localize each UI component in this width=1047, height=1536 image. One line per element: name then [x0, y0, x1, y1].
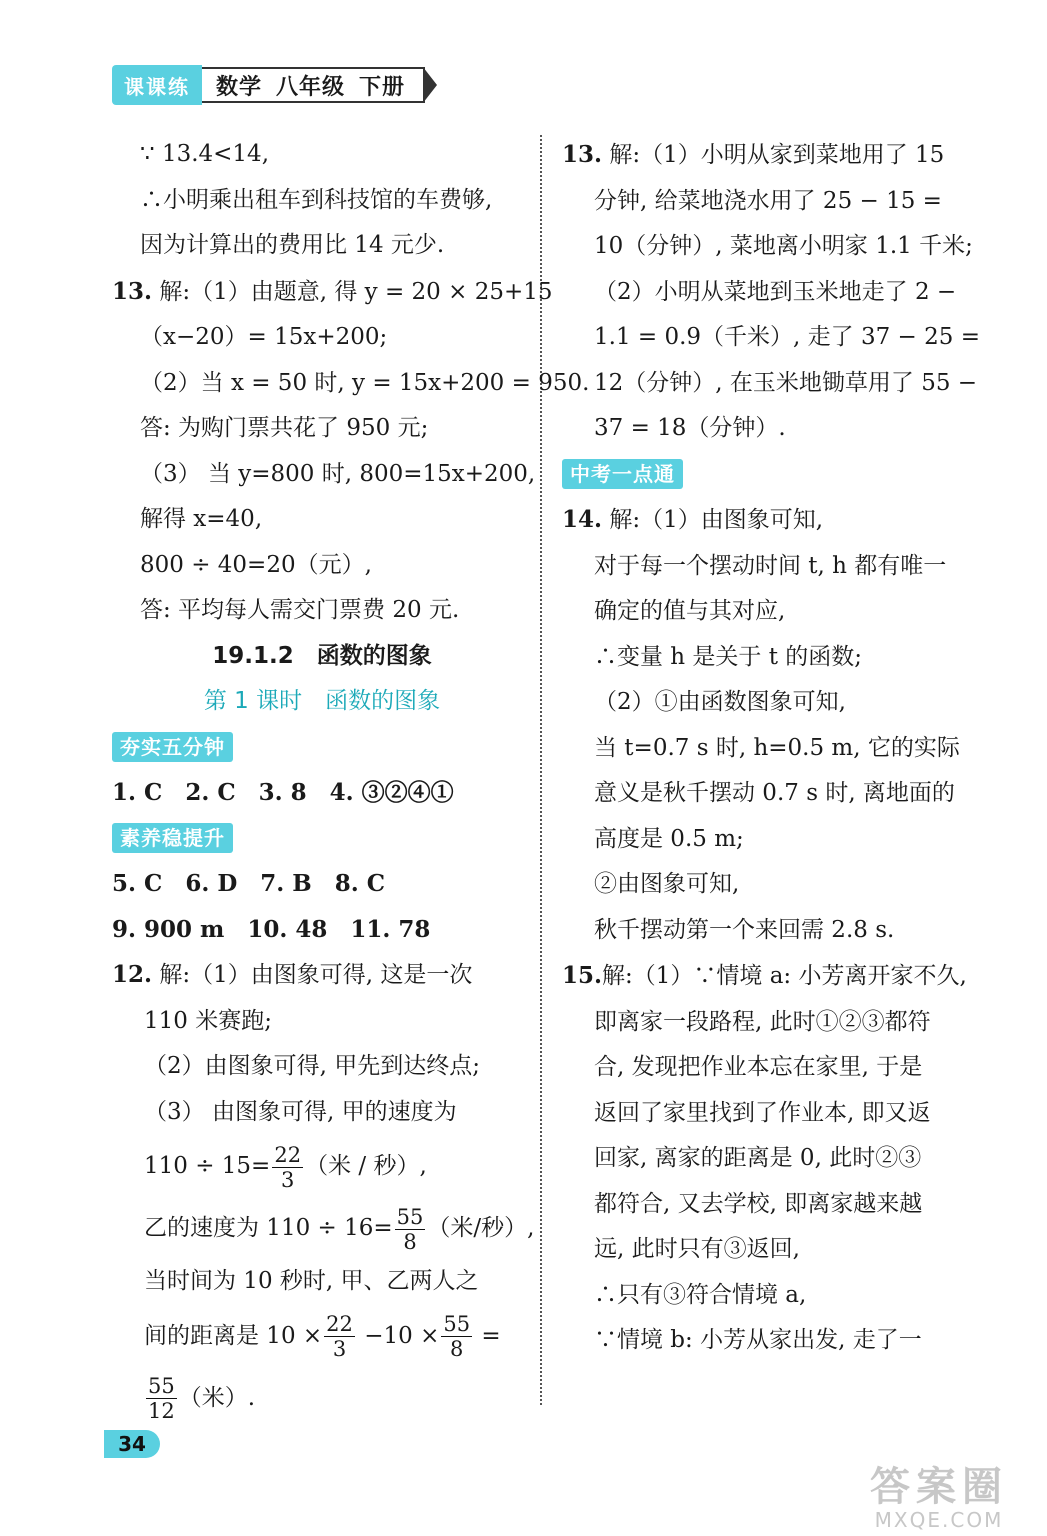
text-line: 即离家一段路程, 此时①②③都符 — [594, 1008, 931, 1035]
left-column — [112, 132, 590, 1429]
question-13 — [112, 269, 553, 316]
text-fragment: （米）. — [178, 1384, 256, 1411]
text-fragment: （米/秒）, — [427, 1215, 535, 1241]
fraction: $\frac{22}{3}$ — [326, 1312, 353, 1361]
text-line: ∴变量 h 是关于 t 的函数; — [594, 643, 863, 670]
text-line: ∴小明乘出租车到科技馆的车费够, — [140, 186, 493, 213]
question-number: 14. — [562, 506, 603, 533]
question-number: 13. — [562, 141, 603, 168]
fraction: $\frac{55}{8}$ — [396, 1204, 424, 1254]
watermark-text: 答案圈 — [870, 1464, 1008, 1510]
section-tag: 夯实五分钟 — [112, 732, 233, 762]
answer-line: 9. 900 m 10. 48 11. 78 — [112, 915, 431, 943]
answer-line: 1. C 2. C 3. 8 4. ③②④① — [112, 779, 454, 806]
text-line: （2）小明从菜地到玉米地走了 2 − — [594, 278, 957, 305]
text-fragment: （米 / 秒）, — [305, 1153, 427, 1179]
text-line: （2）①由函数图象可知, — [594, 689, 846, 715]
grade-label: 八年级 — [276, 74, 346, 100]
text-line: 分钟, 给菜地浇水用了 25 − 15 = — [594, 187, 942, 214]
page-number: 34 — [104, 1430, 160, 1458]
question-number: 12. — [112, 961, 153, 988]
text-line: 解:（1）∵情境 a: 小芳离开家不久, — [602, 963, 967, 989]
text-line: ②由图象可知, — [594, 871, 740, 897]
text-line: 回家, 离家的距离是 0, 此时②③ — [594, 1145, 922, 1171]
text-line: 返回了家里找到了作业本, 即又返 — [594, 1099, 931, 1126]
question-15 — [562, 953, 982, 1000]
section-tag: 中考一点通 — [562, 459, 683, 489]
text-line: 对于每一个摆动时间 t, h 都有唯一 — [594, 552, 947, 579]
text-line: 高度是 0.5 m; — [594, 825, 744, 852]
text-line: 都符合, 又去学校, 即离家越来越 — [594, 1190, 923, 1217]
formula-line — [112, 1367, 532, 1429]
text-line: 解得 x=40, — [140, 506, 263, 532]
text-line: 意义是秋千摆动 0.7 s 时, 离地面的 — [594, 780, 955, 806]
text-line: （2）由图象可得, 甲先到达终点; — [144, 1053, 481, 1079]
question-12 — [112, 952, 532, 999]
text-line: 解:（1）由图象可得, 这是一次 — [159, 962, 473, 988]
text-line: 800 ÷ 40=20（元）, — [140, 551, 372, 578]
text-fragment: = — [474, 1322, 501, 1349]
question-14 — [562, 497, 982, 544]
text-line: 10（分钟）, 菜地离小明家 1.1 千米; — [594, 233, 973, 259]
answer-line: 5. C 6. D 7. B 8. C — [112, 870, 386, 897]
text-line: （x−20）= 15x+200; — [140, 324, 388, 350]
text-line: 解:（1）由题意, 得 y = 20 × 25+15 — [159, 278, 553, 305]
text-fragment: 间的距离是 10 × — [144, 1322, 323, 1349]
page-header — [112, 64, 437, 106]
text-line: 解:（1）小明从家到菜地用了 15 — [609, 142, 945, 168]
text-line: （2）当 x = 50 时, y = 15x+200 = 950. — [140, 369, 590, 396]
right-column — [562, 132, 982, 1364]
text-line: 秋千摆动第一个来回需 2.8 s. — [594, 916, 895, 943]
text-line: 12（分钟）, 在玉米地锄草用了 55 − — [594, 369, 978, 396]
watermark-url: MXQE.COM — [874, 1508, 1004, 1532]
text-line: 37 = 18（分钟）. — [594, 415, 786, 441]
lesson-title: 第 1 课时 函数的图象 — [203, 688, 441, 714]
text-line: ∵情境 b: 小芳从家出发, 走了一 — [594, 1327, 922, 1353]
text-fragment: −10 × — [356, 1322, 440, 1349]
text-fragment: 乙的速度为 110 ÷ 16= — [144, 1215, 393, 1241]
text-line: 因为计算出的费用比 14 元少. — [140, 232, 445, 258]
text-line: ∴只有③符合情境 a, — [594, 1281, 807, 1308]
volume-label: 下册 — [359, 74, 406, 100]
text-line: 远, 此时只有③返回, — [594, 1236, 800, 1262]
header-arrow-icon — [423, 67, 437, 103]
text-line: 当 t=0.7 s 时, h=0.5 m, 它的实际 — [594, 734, 960, 761]
question-number: 15. — [562, 962, 603, 989]
text-line: 确定的值与其对应, — [594, 598, 786, 624]
text-line: 110 米赛跑; — [144, 1007, 272, 1034]
text-line: 合, 发现把作业本忘在家里, 于是 — [594, 1054, 923, 1080]
fraction: $\frac{22}{3}$ — [274, 1142, 302, 1192]
book-info — [202, 67, 425, 103]
fraction: $\frac{55}{8}$ — [443, 1312, 471, 1361]
fraction: $\frac{55}{12}$ — [148, 1374, 175, 1423]
formula-line — [112, 1305, 532, 1367]
text-line: （3） 当 y=800 时, 800=15x+200, — [140, 460, 536, 487]
text-line: 答: 平均每人需交门票费 20 元. — [140, 597, 460, 623]
text-line: ∵ 13.4<14, — [140, 141, 270, 167]
text-line: 解:（1）由图象可知, — [609, 507, 824, 533]
question-13 — [562, 132, 982, 179]
question-number: 13. — [112, 277, 153, 305]
text-line: 当时间为 10 秒时, 甲、乙两人之 — [144, 1268, 479, 1294]
text-fragment: 110 ÷ 15= — [144, 1153, 271, 1179]
text-line: 1.1 = 0.9（千米）, 走了 37 − 25 = — [594, 324, 980, 350]
formula-line — [112, 1197, 535, 1259]
text-line: （3） 由图象可得, 甲的速度为 — [144, 1098, 457, 1125]
series-badge: 课课练 — [112, 65, 202, 105]
watermark-logo — [870, 1455, 1008, 1532]
subject-label: 数学 — [216, 74, 263, 100]
formula-line — [112, 1135, 532, 1197]
section-title: 19.1.2 函数的图象 — [212, 642, 432, 669]
column-divider — [540, 135, 542, 1405]
text-line: 答: 为购门票共花了 950 元; — [140, 415, 429, 441]
section-tag: 素养稳提升 — [112, 823, 233, 853]
